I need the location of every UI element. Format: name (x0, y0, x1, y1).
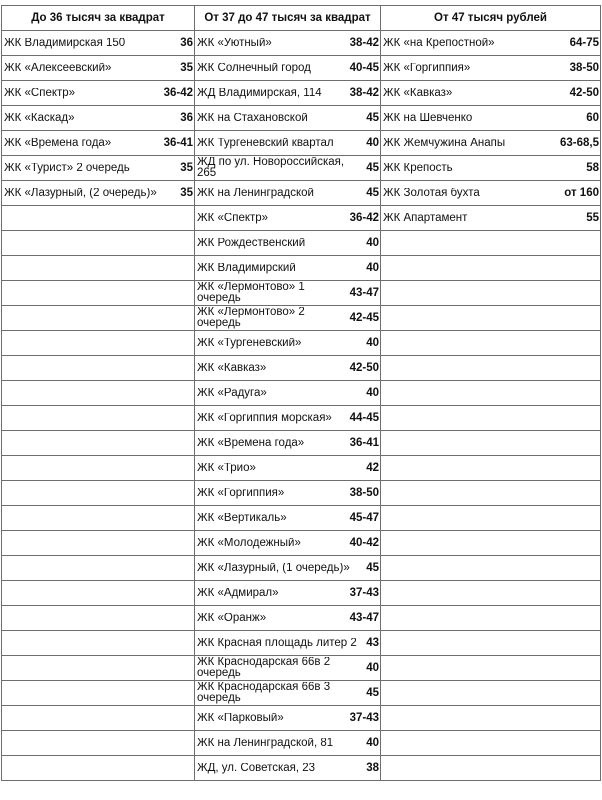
price-value: 40 (366, 137, 379, 149)
table-cell-37-to-47 (195, 731, 381, 756)
table-row (2, 56, 601, 81)
price-value: 42-50 (349, 362, 379, 374)
price-value: 45-47 (349, 512, 379, 524)
complex-name: ЖК на Ленинградской, 81 (197, 737, 334, 749)
table-row (2, 81, 601, 106)
table-cell-from-47 (381, 656, 601, 681)
table-cell-up-to-36 (2, 31, 195, 56)
table-cell-up-to-36 (2, 631, 195, 656)
column-header-from-47: От 47 тысяч рублей (381, 6, 601, 31)
complex-name: ЖК Жемчужина Анапы (383, 137, 506, 149)
table-cell-from-47 (381, 406, 601, 431)
table-cell-up-to-36 (2, 656, 195, 681)
price-value: 42-50 (569, 87, 599, 99)
price-value: 40 (366, 262, 379, 274)
table-row (2, 206, 601, 231)
table-cell-up-to-36 (2, 56, 195, 81)
price-value: 36-42 (349, 212, 379, 224)
table-cell-37-to-47 (195, 231, 381, 256)
table-cell-from-47 (381, 606, 601, 631)
table-cell-up-to-36 (2, 356, 195, 381)
table-row (2, 481, 601, 506)
table-cell-from-47 (381, 206, 601, 231)
table-row (2, 406, 601, 431)
price-value: 37-43 (349, 587, 379, 599)
table-cell-up-to-36 (2, 581, 195, 606)
complex-name: ЖК Краснодарская 66в 2 очередь (197, 657, 331, 679)
column-header-up-to-36: До 36 тысяч за квадрат (2, 6, 195, 31)
table-cell-37-to-47 (195, 281, 381, 306)
complex-name: ЖД Владимирская, 114 (197, 87, 322, 99)
complex-name: ЖК Солнечный город (197, 62, 311, 74)
table-cell-from-47 (381, 306, 601, 331)
price-value: 36 (180, 112, 193, 124)
price-value: 64-75 (569, 37, 599, 49)
complex-name: ЖК Красная площадь литер 2 (197, 637, 357, 649)
table-cell-from-47 (381, 456, 601, 481)
table-cell-37-to-47 (195, 631, 381, 656)
table-cell-37-to-47 (195, 306, 381, 331)
complex-name: ЖК на Ленинградской (197, 187, 314, 199)
table-row (2, 331, 601, 356)
table-row (2, 631, 601, 656)
table-cell-from-47 (381, 31, 601, 56)
header-row (2, 6, 601, 31)
price-value: 45 (366, 112, 379, 124)
table-cell-up-to-36 (2, 681, 195, 706)
complex-name: ЖК на Шевченко (383, 112, 473, 124)
table-row (2, 506, 601, 531)
complex-name: ЖК «Каскад» (4, 112, 75, 124)
price-value: 35 (180, 187, 193, 199)
table-cell-37-to-47 (195, 531, 381, 556)
table-cell-from-47 (381, 106, 601, 131)
table-row (2, 606, 601, 631)
table-cell-37-to-47 (195, 606, 381, 631)
table-cell-from-47 (381, 356, 601, 381)
complex-name: ЖК Тургеневский квартал (197, 137, 334, 149)
complex-name: ЖК «Радуга» (197, 387, 267, 399)
table-row (2, 356, 601, 381)
complex-name: ЖК Апартамент (383, 212, 468, 224)
price-value: 43 (366, 637, 379, 649)
table-cell-up-to-36 (2, 206, 195, 231)
table-cell-from-47 (381, 81, 601, 106)
table-row (2, 181, 601, 206)
table-body (2, 31, 601, 781)
table-cell-up-to-36 (2, 606, 195, 631)
table-cell-up-to-36 (2, 306, 195, 331)
table-row (2, 531, 601, 556)
complex-name: ЖК «Тургеневский» (197, 337, 302, 349)
price-value: 36-41 (163, 137, 193, 149)
complex-name: ЖК «на Крепостной» (383, 37, 495, 49)
table-cell-from-47 (381, 131, 601, 156)
table-cell-from-47 (381, 581, 601, 606)
table-cell-up-to-36 (2, 381, 195, 406)
complex-name: ЖК «Вертикаль» (197, 512, 287, 524)
table-cell-up-to-36 (2, 81, 195, 106)
table-cell-from-47 (381, 756, 601, 781)
table-row (2, 681, 601, 706)
table-row (2, 556, 601, 581)
table-cell-from-47 (381, 631, 601, 656)
table-cell-37-to-47 (195, 181, 381, 206)
table-cell-from-47 (381, 481, 601, 506)
table-cell-from-47 (381, 56, 601, 81)
table-cell-up-to-36 (2, 431, 195, 456)
price-value: 38-42 (349, 87, 379, 99)
complex-name: ЖК «Лазурный, (2 очередь)» (4, 187, 157, 199)
complex-name: ЖД, ул. Советская, 23 (197, 762, 316, 774)
complex-name: ЖК «Лазурный, (1 очередь)» (197, 562, 350, 574)
table-cell-from-47 (381, 156, 601, 181)
complex-name: ЖК «Трио» (197, 462, 256, 474)
table-cell-from-47 (381, 506, 601, 531)
table-row (2, 281, 601, 306)
table-cell-up-to-36 (2, 131, 195, 156)
table-row (2, 756, 601, 781)
table-cell-up-to-36 (2, 256, 195, 281)
table-cell-up-to-36 (2, 106, 195, 131)
table-cell-37-to-47 (195, 31, 381, 56)
table-cell-37-to-47 (195, 156, 381, 181)
table-cell-37-to-47 (195, 406, 381, 431)
table-row (2, 131, 601, 156)
price-value: 45 (366, 187, 379, 199)
complex-name: ЖК «Кавказ» (383, 87, 453, 99)
price-value: 37-43 (349, 712, 379, 724)
table-row (2, 106, 601, 131)
price-value: 55 (586, 212, 599, 224)
table-row (2, 731, 601, 756)
price-value: 38-50 (349, 487, 379, 499)
price-value: 35 (180, 162, 193, 174)
table-row (2, 706, 601, 731)
column-header-37-to-47: От 37 до 47 тысяч за квадрат (195, 6, 381, 31)
price-value: 43-47 (349, 287, 379, 299)
price-value: 63-68,5 (559, 137, 599, 149)
price-table (1, 5, 601, 781)
complex-name: ЖК «Оранж» (197, 612, 267, 624)
table-cell-up-to-36 (2, 706, 195, 731)
complex-name: ЖК «Лермонтово» 2 очередь (197, 307, 305, 329)
table-cell-37-to-47 (195, 381, 381, 406)
table-cell-up-to-36 (2, 506, 195, 531)
complex-name: ЖК Крепость (383, 162, 453, 174)
price-value: 60 (586, 112, 599, 124)
complex-name: ЖК Рождественский (197, 237, 306, 249)
table-cell-up-to-36 (2, 731, 195, 756)
table-cell-from-47 (381, 431, 601, 456)
complex-name: ЖК Владимирский (197, 262, 296, 274)
table-cell-from-47 (381, 181, 601, 206)
price-value: 42-45 (349, 312, 379, 324)
table-cell-up-to-36 (2, 456, 195, 481)
price-value: от 160 (564, 187, 599, 199)
table-cell-37-to-47 (195, 206, 381, 231)
complex-name: ЖК на Стахановской (197, 112, 308, 124)
table-cell-up-to-36 (2, 531, 195, 556)
table-cell-up-to-36 (2, 481, 195, 506)
price-value: 38-50 (569, 62, 599, 74)
price-value: 40 (366, 737, 379, 749)
table-cell-37-to-47 (195, 456, 381, 481)
table-cell-37-to-47 (195, 681, 381, 706)
table-cell-up-to-36 (2, 556, 195, 581)
price-value: 38 (366, 762, 379, 774)
price-value: 40 (366, 237, 379, 249)
complex-name: ЖК «Парковый» (197, 712, 284, 724)
price-value: 40-42 (349, 537, 379, 549)
table-row (2, 581, 601, 606)
price-value: 40 (366, 387, 379, 399)
price-value: 36 (180, 37, 193, 49)
complex-name: ЖК «Адмирал» (197, 587, 279, 599)
complex-name: ЖК Краснодарская 66в 3 очередь (197, 682, 331, 704)
table-cell-from-47 (381, 231, 601, 256)
price-value: 35 (180, 62, 193, 74)
table-cell-from-47 (381, 256, 601, 281)
table-cell-from-47 (381, 556, 601, 581)
table-cell-up-to-36 (2, 406, 195, 431)
price-value: 43-47 (349, 612, 379, 624)
table-cell-up-to-36 (2, 156, 195, 181)
table-cell-37-to-47 (195, 706, 381, 731)
table-cell-up-to-36 (2, 281, 195, 306)
complex-name: ЖК «Алексеевский» (4, 62, 112, 74)
complex-name: ЖК «Времена года» (197, 437, 305, 449)
table-cell-from-47 (381, 681, 601, 706)
complex-name: ЖК «Лермонтово» 1 очередь (197, 282, 305, 304)
table-cell-from-47 (381, 381, 601, 406)
price-value: 40-45 (349, 62, 379, 74)
complex-name: ЖК «Кавказ» (197, 362, 267, 374)
table-cell-37-to-47 (195, 656, 381, 681)
table-cell-from-47 (381, 731, 601, 756)
price-value: 42 (366, 462, 379, 474)
table-row (2, 456, 601, 481)
complex-name: ЖК «Времена года» (4, 137, 112, 149)
table-cell-37-to-47 (195, 581, 381, 606)
table-cell-37-to-47 (195, 56, 381, 81)
price-value: 58 (586, 162, 599, 174)
table-cell-up-to-36 (2, 756, 195, 781)
table-row (2, 431, 601, 456)
table-row (2, 381, 601, 406)
complex-name: ЖК «Горгиппия» (383, 62, 471, 74)
complex-name: ЖК «Спектр» (197, 212, 269, 224)
table-cell-37-to-47 (195, 556, 381, 581)
table-cell-37-to-47 (195, 106, 381, 131)
complex-name: ЖК «Горгиппия морская» (197, 412, 332, 424)
table-cell-from-47 (381, 331, 601, 356)
table-cell-from-47 (381, 531, 601, 556)
price-value: 40 (366, 337, 379, 349)
table-cell-37-to-47 (195, 756, 381, 781)
table-cell-37-to-47 (195, 356, 381, 381)
table-cell-37-to-47 (195, 431, 381, 456)
table-cell-up-to-36 (2, 331, 195, 356)
table-cell-37-to-47 (195, 331, 381, 356)
complex-name: ЖК «Спектр» (4, 87, 76, 99)
table-cell-up-to-36 (2, 231, 195, 256)
price-value: 45 (366, 562, 379, 574)
table-cell-37-to-47 (195, 506, 381, 531)
complex-name: ЖК Владимирская 150 (4, 37, 126, 49)
table-row (2, 306, 601, 331)
complex-name: ЖК «Горгиппия» (197, 487, 285, 499)
table-cell-37-to-47 (195, 81, 381, 106)
price-value: 36-42 (163, 87, 193, 99)
table-row (2, 31, 601, 56)
table-cell-37-to-47 (195, 256, 381, 281)
table-row (2, 156, 601, 181)
complex-name: ЖК «Уютный» (197, 37, 272, 49)
price-value: 36-41 (349, 437, 379, 449)
table-cell-37-to-47 (195, 131, 381, 156)
table-cell-37-to-47 (195, 481, 381, 506)
complex-name: ЖК Золотая бухта (383, 187, 480, 199)
complex-name: ЖК «Турист» 2 очередь (4, 162, 130, 174)
table-cell-from-47 (381, 706, 601, 731)
table-cell-from-47 (381, 281, 601, 306)
price-value: 40 (366, 662, 379, 674)
complex-name: ЖК «Молодежный» (197, 537, 301, 549)
table-row (2, 256, 601, 281)
price-value: 45 (366, 162, 379, 174)
price-value: 44-45 (349, 412, 379, 424)
table-row (2, 231, 601, 256)
table-row (2, 656, 601, 681)
price-value: 45 (366, 687, 379, 699)
complex-name: ЖД по ул. Новороссийская, 265 (197, 157, 345, 179)
table-cell-up-to-36 (2, 181, 195, 206)
price-value: 38-42 (349, 37, 379, 49)
